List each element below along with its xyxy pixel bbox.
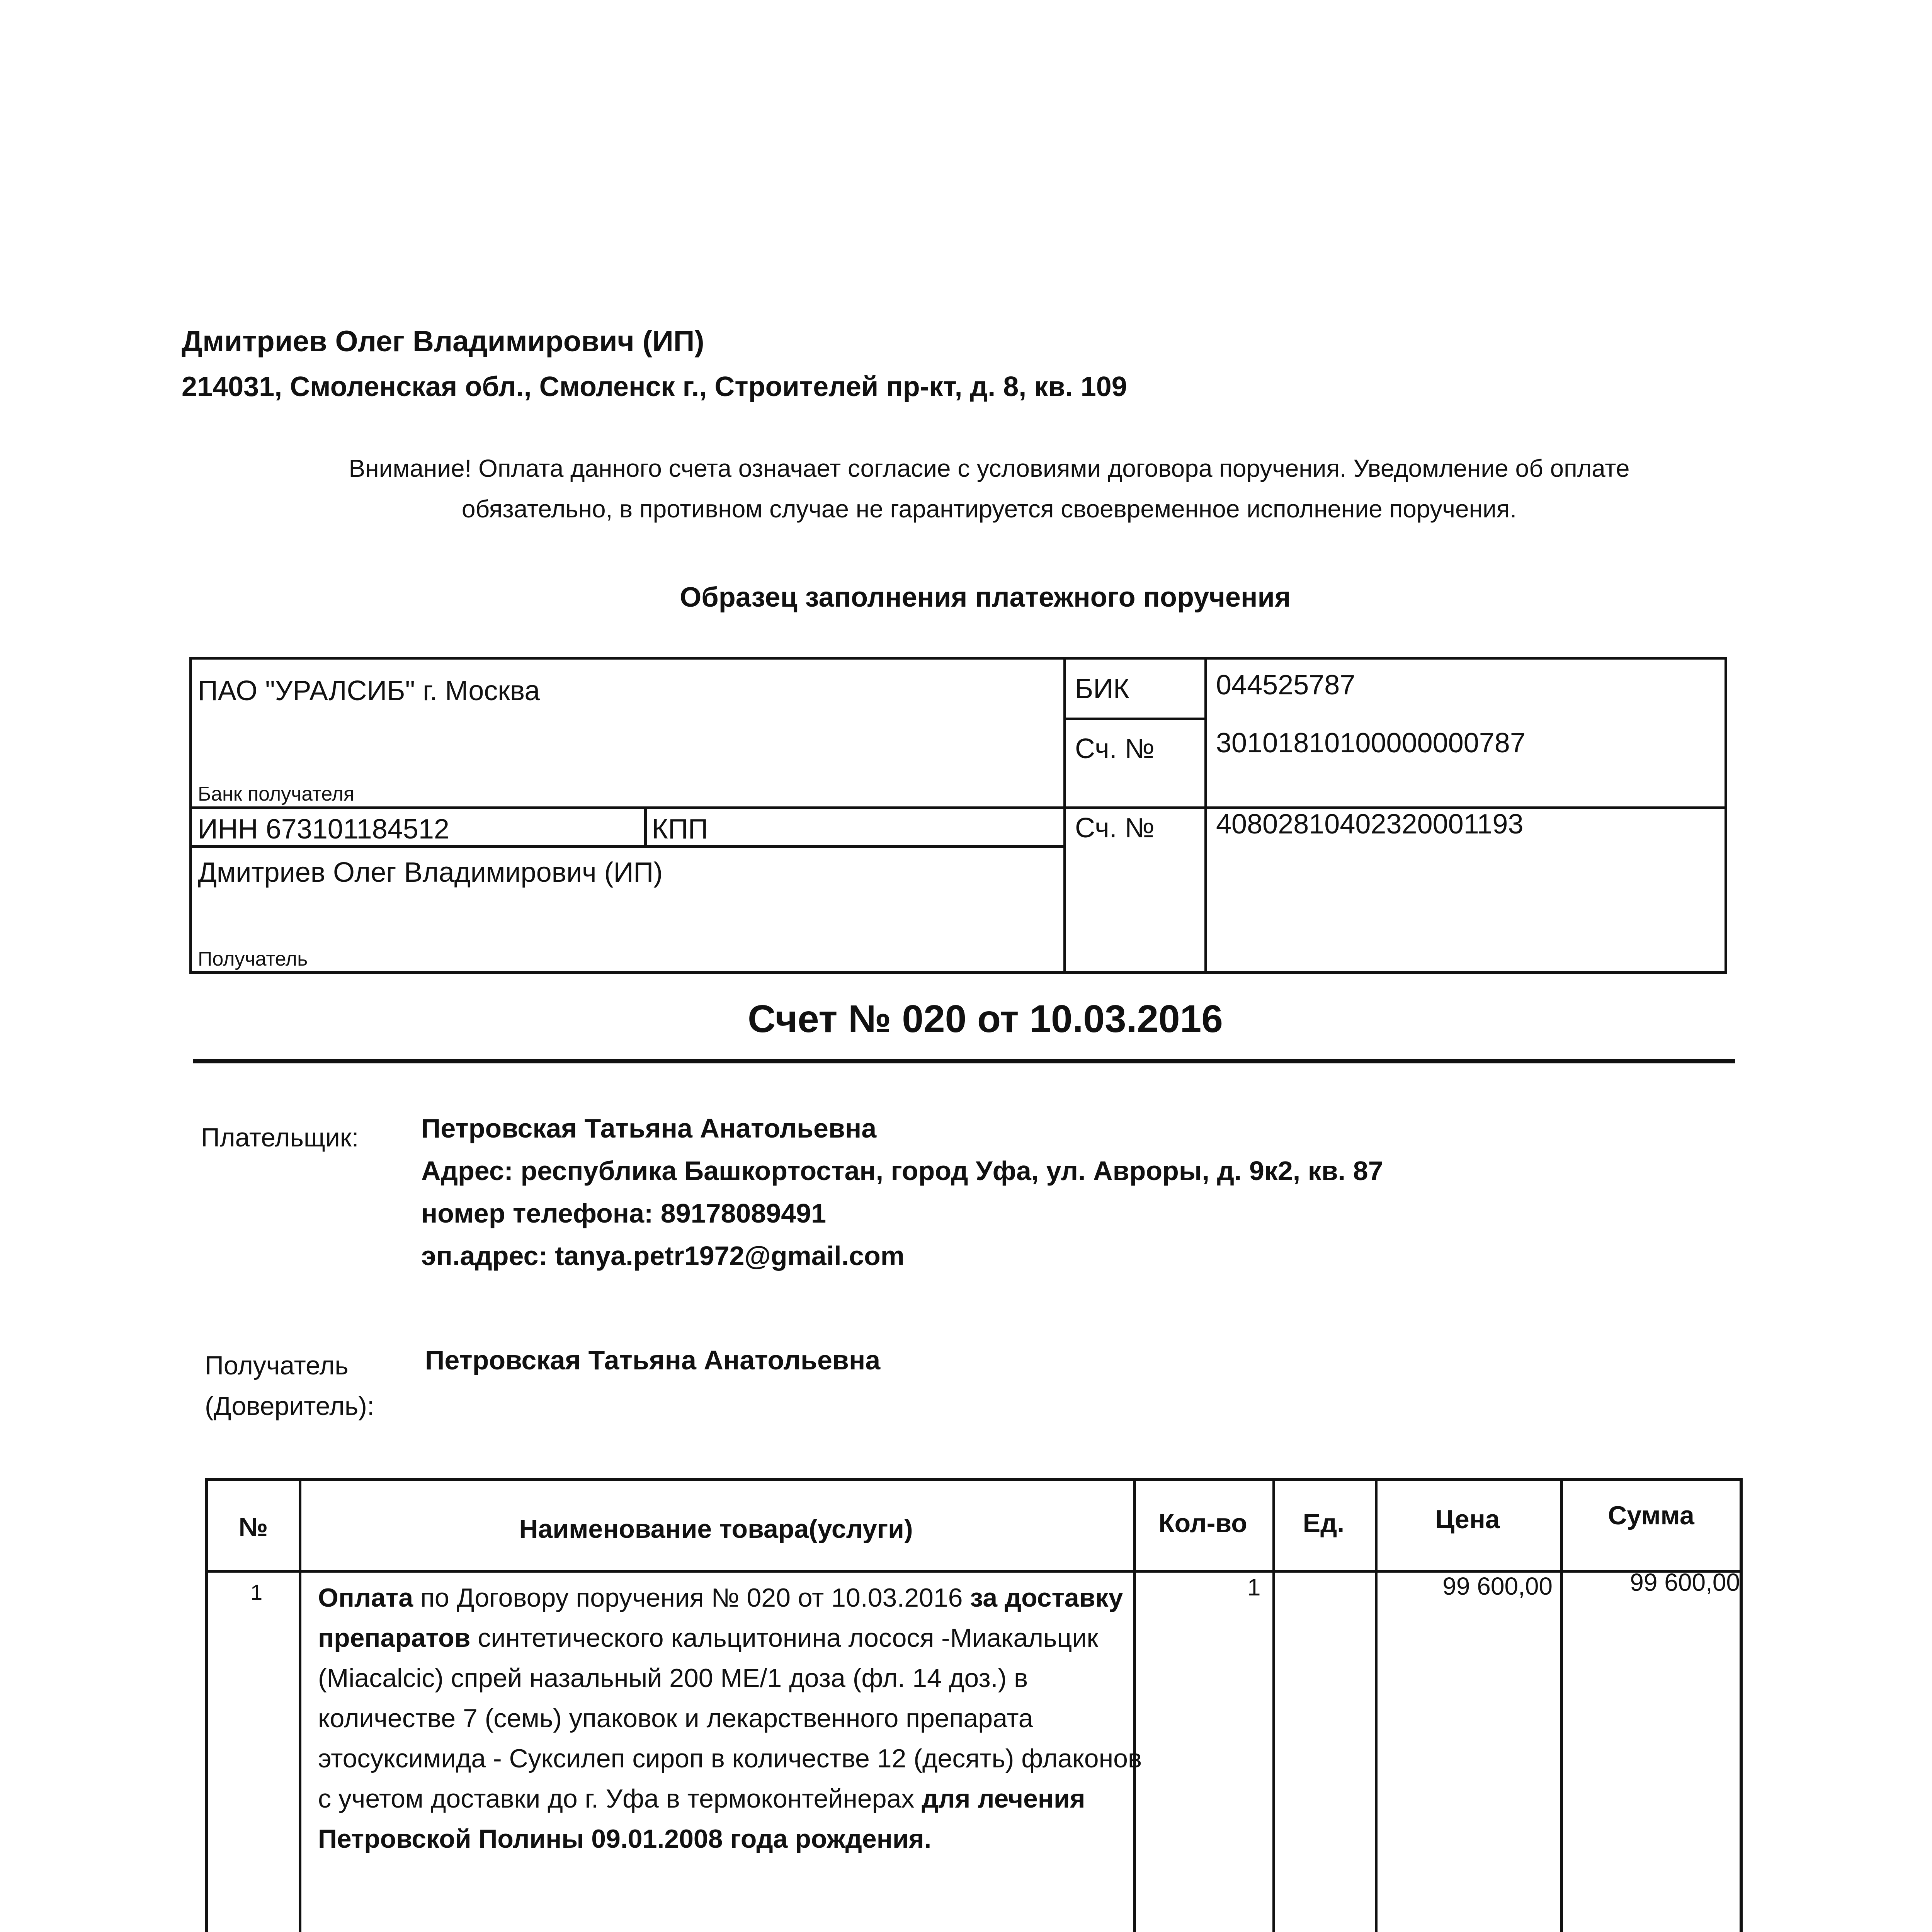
notice-line-1: Внимание! Оплата данного счета означает согласие с условиями договора поручения. Уведомление об оплате [349,454,1630,482]
table-column-divider [299,1481,301,1932]
table-column-divider [1272,1481,1275,1932]
table-column-divider [1560,1481,1563,1932]
payer-name: Петровская Татьяна Анатольевна [421,1113,877,1143]
column-header-name: Наименование товара(услуги) [519,1514,913,1544]
account-label: Сч. № [1075,813,1155,844]
bank-divider [1063,660,1066,971]
items-table [205,1478,1743,1932]
row-price: 99 600,00 [1442,1572,1553,1600]
notice-line-2: обязательно, в противном случае не гарантируется своевременное исполнение поручения. [461,495,1517,523]
corr-account-label: Сч. № [1075,733,1155,764]
row-qty: 1 [1247,1574,1261,1601]
title-rule [193,1059,1735,1063]
bik-value: 044525787 [1216,670,1355,701]
row-sum: 99 600,00 [1630,1568,1740,1596]
bank-name: ПАО "УРАЛСИБ" г. Москва [198,675,540,706]
column-header-num: № [238,1512,268,1542]
payer-phone: номер телефона: 89178089491 [421,1198,827,1228]
bank-divider [1063,718,1204,720]
recipient-caption: Получатель [198,948,308,970]
bank-divider [192,845,1063,848]
recipient-name: Дмитриев Олег Владимирович (ИП) [198,857,663,888]
inn-label: ИНН 673101184512 [198,814,449,845]
payer-address: Адрес: республика Башкортостан, город Уфа, ул. Авроры, д. 9к2, кв. 87 [421,1156,1383,1186]
description-text-1: по Договору поручения № 020 от 10.03.2016 [413,1583,970,1612]
row-description [318,1578,1149,1859]
column-header-qty: Кол-во [1158,1509,1247,1538]
bik-label: БИК [1075,673,1129,704]
seller-name: Дмитриев Олег Владимирович (ИП) [182,325,704,358]
row-num: 1 [250,1580,263,1604]
column-header-price: Цена [1435,1505,1500,1534]
payer-label: Плательщик: [201,1123,359,1152]
invoice-title: Счет № 020 от 10.03.2016 [748,997,1223,1041]
bank-details-block [189,657,1727,974]
kpp-label: КПП [652,814,708,845]
column-header-sum: Сумма [1608,1501,1694,1530]
bank-caption: Банк получателя [198,783,355,805]
description-bold-3: для лечения Петровской Полины 09.01.2008 года рождения. [318,1784,1085,1854]
description-bold-2: за доставку препаратов [318,1583,1123,1653]
column-header-unit: Ед. [1303,1509,1345,1538]
payer-email: эп.адрес: tanya.petr1972@gmail.com [421,1241,905,1271]
table-column-divider [1375,1481,1378,1932]
seller-address: 214031, Смоленская обл., Смоленск г., Строителей пр-кт, д. 8, кв. 109 [182,371,1127,402]
corr-account-value: 30101810100000000787 [1216,728,1526,759]
recipient-label-line-1: Получатель [205,1351,349,1380]
account-value: 40802810402320001193 [1216,809,1524,840]
description-bold-1: Оплата [318,1583,413,1612]
recipient-party-name: Петровская Татьяна Анатольевна [425,1345,881,1375]
payment-notice [216,448,1762,529]
bank-divider [1204,660,1207,971]
sample-title: Образец заполнения платежного поручения [680,582,1291,613]
recipient-label-line-2: (Доверитель): [205,1391,374,1421]
bank-divider [644,806,647,845]
description-text-2: синтетического кальцитонина лосося -Миакальцик (Miacalcic) спрей назальный 200 МЕ/1 доза (фл. 14 доз.) в количестве 7 (семь) упаковок и лекарственного препарата этосуксимида - Суксилеп сироп в количестве 12 (десять) флаконов с учетом доставки до г. Уфа в термоконтейнерах [318,1623,1142,1813]
